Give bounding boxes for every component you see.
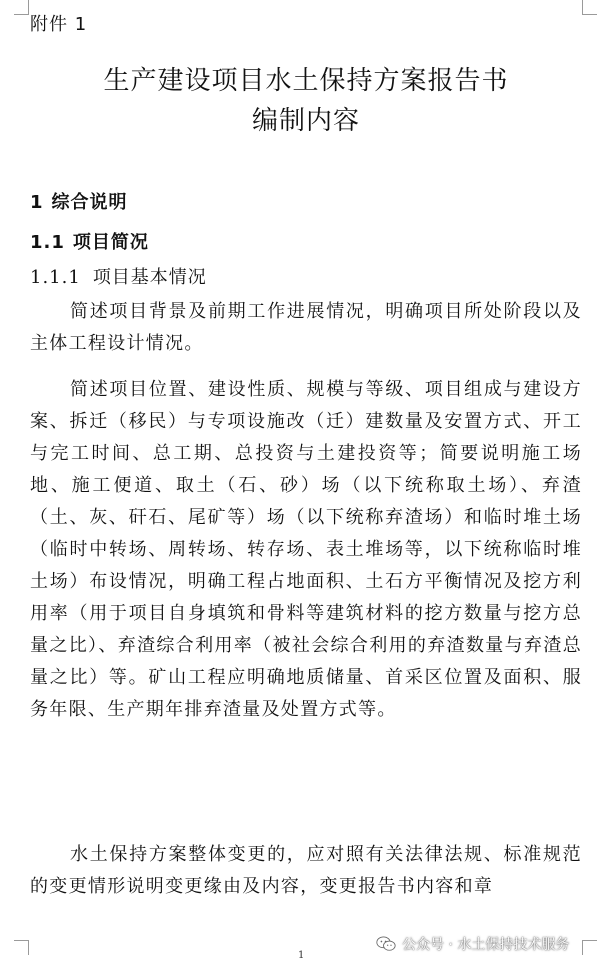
section-number: 1.1	[30, 232, 65, 253]
section-heading-1-1-1	[30, 263, 207, 289]
crop-mark-top-left	[14, 0, 29, 15]
section-title: 项目基本情况	[92, 267, 207, 288]
watermark	[376, 934, 569, 954]
watermark-text: 公众号 · 水土保持技术服务	[402, 937, 570, 953]
section-heading-1	[30, 188, 128, 214]
crop-mark-bottom-left	[14, 940, 29, 955]
paragraph-project-overview: 简述项目位置、建设性质、规模与等级、项目组成与建设方案、拆迁（移民）与专项设施改（迁）建数量及安置方式、开工与完工时间、总工期、总投资与土建投资等；简要说明施工场地、施工便道、取土（石、砂）场（以下统称取土场）、弃渣（土、灰、矸石、尾矿等）场（以下统称弃渣场）和临时堆土场（临时中转场、周转场、转存场、表土堆场等，以下统称临时堆土场）布设情况，明确工程占地面积、土石方平衡情况及挖方利用率（用于项目自身填筑和骨料等建筑材料的挖方数量与挖方总量之比）、弃渣综合利用率（被社会综合利用的弃渣数量与弃渣总量之比）等。矿山工程应明确地质储量、首采区位置及面积、服务年限、生产期年排弃渣量及处置方式等。	[30, 379, 582, 720]
document-title-line-1: 生产建设项目水土保持方案报告书	[103, 66, 509, 96]
wechat-icon	[376, 935, 396, 953]
paragraph-plan-change: 水土保持方案整体变更的，应对照有关法律法规、标准规范的变更情形说明变更缘由及内容，变更报告书内容和章	[30, 844, 582, 897]
crop-mark-bottom-right	[582, 940, 597, 955]
section-title: 综合说明	[51, 192, 128, 213]
crop-mark-top-right	[582, 0, 597, 15]
paragraph-background: 简述项目背景及前期工作进展情况，明确项目所处阶段以及主体工程设计情况。	[30, 301, 582, 354]
section-number: 1.1.1	[30, 267, 81, 288]
section-heading-1-1	[30, 228, 149, 254]
section-title: 项目简况	[72, 232, 149, 253]
page-number: 1	[298, 950, 305, 961]
document-title-line-2: 编制内容	[251, 106, 360, 136]
annex-label: 附件 1	[30, 14, 88, 35]
section-number: 1	[30, 192, 44, 213]
